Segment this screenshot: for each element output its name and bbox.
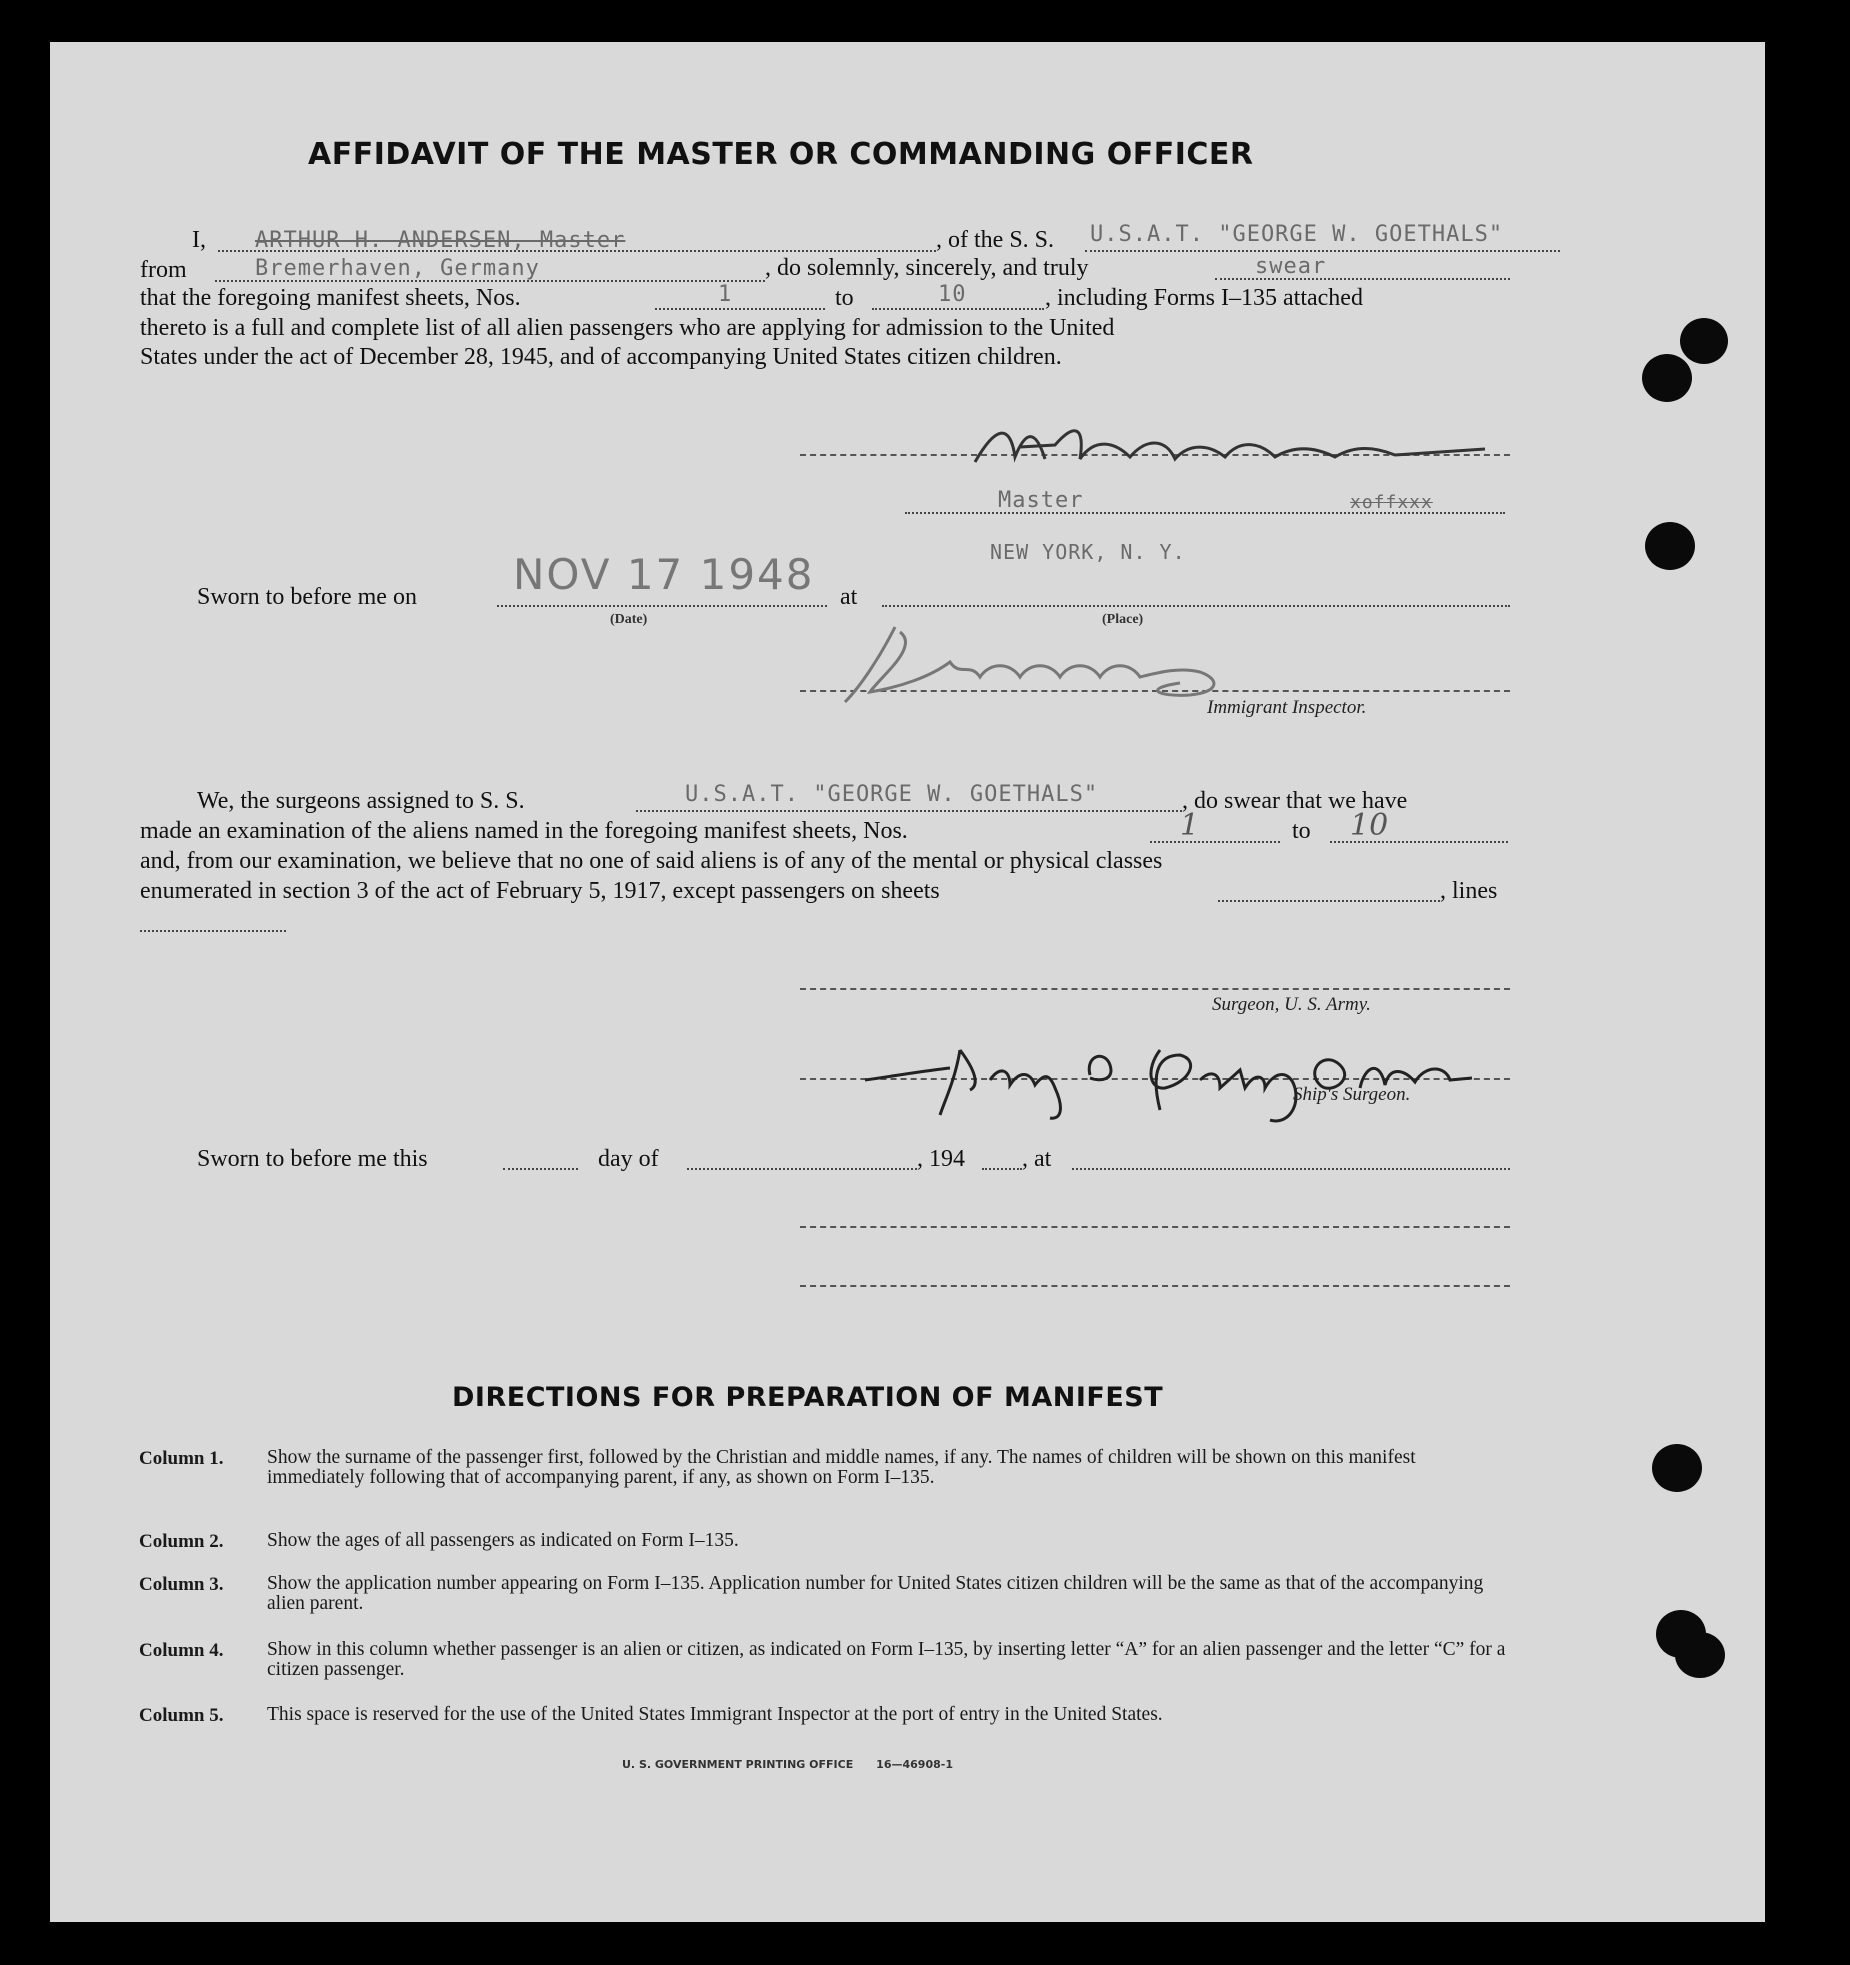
- surgeons-ship-line: [636, 810, 1182, 812]
- surgeons-officer-line-1: [800, 1226, 1510, 1228]
- army-surgeon-caption: Surgeon, U. S. Army.: [1212, 994, 1371, 1015]
- oath-value: swear: [1255, 254, 1327, 279]
- printing-office-footer: U. S. GOVERNMENT PRINTING OFFICE 16—46908-1: [622, 1758, 953, 1771]
- master-signature: [965, 417, 1505, 477]
- affidavit-title: AFFIDAVIT OF THE MASTER OR COMMANDING OFFICER: [308, 137, 1254, 172]
- surgeons-line2-to: to: [1292, 818, 1311, 844]
- column-4-label: Column 4.: [139, 1640, 224, 1661]
- affidavit-line4: thereto is a full and complete list of all alien passengers who are applying for admission to the United: [140, 315, 1115, 341]
- punch-hole: [1680, 318, 1728, 364]
- sworn-label: Sworn to before me on: [197, 584, 417, 610]
- column-3-label: Column 3.: [139, 1574, 224, 1595]
- ship-name-line: [1085, 250, 1560, 252]
- affidavit-line1-ship-label: , of the S. S.: [936, 227, 1055, 253]
- date-caption: (Date): [610, 612, 648, 627]
- surgeons-sworn-place-line: [1072, 1168, 1510, 1170]
- sworn-month-line: [687, 1168, 917, 1170]
- sworn-place-line: [882, 605, 1510, 607]
- column-2-text: Show the ages of all passengers as indicated on Form I–135.: [267, 1530, 739, 1551]
- document-page: [50, 42, 1765, 1922]
- surgeons-sheet-to-value: 10: [1350, 808, 1389, 843]
- sworn-day-line: [503, 1168, 578, 1170]
- sworn-at-label: at: [840, 584, 858, 610]
- from-port-value: Bremerhaven, Germany: [255, 256, 540, 281]
- affidavit-line2-prefix: from: [140, 257, 187, 283]
- affidavit-line1-prefix: I,: [192, 227, 206, 253]
- surgeons-sworn-label: Sworn to before me this: [197, 1146, 428, 1172]
- affidavit-line2-text: , do solemnly, sincerely, and truly: [765, 255, 1089, 281]
- affidavit-line3-suffix: , including Forms I–135 attached: [1045, 285, 1363, 311]
- surgeons-line3: and, from our examination, we believe that no one of said aliens is of any of the mental or physical classes: [140, 848, 1163, 874]
- excepted-lines-line: [140, 930, 286, 932]
- surgeons-sworn-at: , at: [1022, 1146, 1052, 1172]
- surgeons-line1-suffix: , do swear that we have: [1182, 788, 1408, 814]
- inspector-caption: Immigrant Inspector.: [1207, 697, 1367, 718]
- punch-hole: [1645, 522, 1695, 570]
- excepted-sheets-line: [1218, 900, 1440, 902]
- column-5-label: Column 5.: [139, 1705, 224, 1726]
- sworn-year-prefix: , 194: [917, 1146, 965, 1172]
- surgeons-sheet-from-value: 1: [1180, 808, 1200, 843]
- sworn-date-stamp: NOV 17 1948: [513, 550, 815, 599]
- sheet-from-line: [655, 308, 825, 310]
- sheet-to-line: [872, 308, 1044, 310]
- master-title-value: Master: [998, 488, 1084, 513]
- sworn-day-of: day of: [598, 1146, 659, 1172]
- surgeons-line4-suffix: , lines: [1440, 878, 1498, 904]
- affidavit-line3-to: to: [835, 285, 854, 311]
- master-name-value: ARTHUR H. ANDERSEN, Master: [255, 228, 626, 253]
- column-3-text: Show the application number appearing on Form I–135. Application number for United States citizen children will be the same as that of the accompanying alien parent.: [267, 1573, 1484, 1614]
- column-1-label: Column 1.: [139, 1448, 224, 1469]
- surgeons-ship-value: U.S.A.T. "GEORGE W. GOETHALS": [685, 782, 1099, 807]
- column-4-text: Show in this column whether passenger is an alien or citizen, as indicated on Form I–135, by inserting letter “A” for an alien passenger and the letter “C” for a citizen passenger.: [267, 1639, 1506, 1680]
- place-caption: (Place): [1102, 612, 1144, 627]
- surgeons-officer-line-2: [800, 1285, 1510, 1287]
- column-5-text: This space is reserved for the use of the United States Immigrant Inspector at the port of entry in the United States.: [267, 1704, 1163, 1725]
- surgeons-sheet-from-line: [1150, 841, 1280, 843]
- punch-hole: [1642, 354, 1692, 402]
- column-1-text: Show the surname of the passenger first, followed by the Christian and middle names, if any. The names of children will be shown on this manifest immediately following that of accompanying parent, if any, as shown on Form I–135.: [267, 1447, 1416, 1488]
- ship-name-value: U.S.A.T. "GEORGE W. GOETHALS": [1090, 222, 1504, 247]
- officer-title-struck: xoffxxx: [1350, 492, 1433, 513]
- punch-hole: [1675, 1632, 1725, 1678]
- sworn-place-value: NEW YORK, N. Y.: [990, 540, 1186, 564]
- ship-surgeon-signature: [860, 1010, 1560, 1125]
- column-2-label: Column 2.: [139, 1531, 224, 1552]
- ship-surgeon-caption: Ship's Surgeon.: [1293, 1084, 1411, 1105]
- sheet-from-value: 1: [718, 282, 733, 307]
- inspector-signature: [840, 617, 1320, 707]
- affidavit-line5: States under the act of December 28, 1945, and of accompanying United States citizen children.: [140, 344, 1062, 370]
- sworn-date-line: [497, 605, 827, 607]
- army-surgeon-line: [800, 988, 1510, 990]
- punch-hole: [1652, 1444, 1702, 1492]
- surgeons-line2-prefix: made an examination of the aliens named in the foregoing manifest sheets, Nos.: [140, 818, 908, 844]
- surgeons-line4: enumerated in section 3 of the act of February 5, 1917, except passengers on sheets: [140, 878, 940, 904]
- directions-title: DIRECTIONS FOR PREPARATION OF MANIFEST: [452, 1382, 1164, 1413]
- sworn-year-line: [982, 1168, 1022, 1170]
- affidavit-line3-prefix: that the foregoing manifest sheets, Nos.: [140, 285, 521, 311]
- surgeons-line1-prefix: We, the surgeons assigned to S. S.: [197, 788, 525, 814]
- sheet-to-value: 10: [938, 282, 967, 307]
